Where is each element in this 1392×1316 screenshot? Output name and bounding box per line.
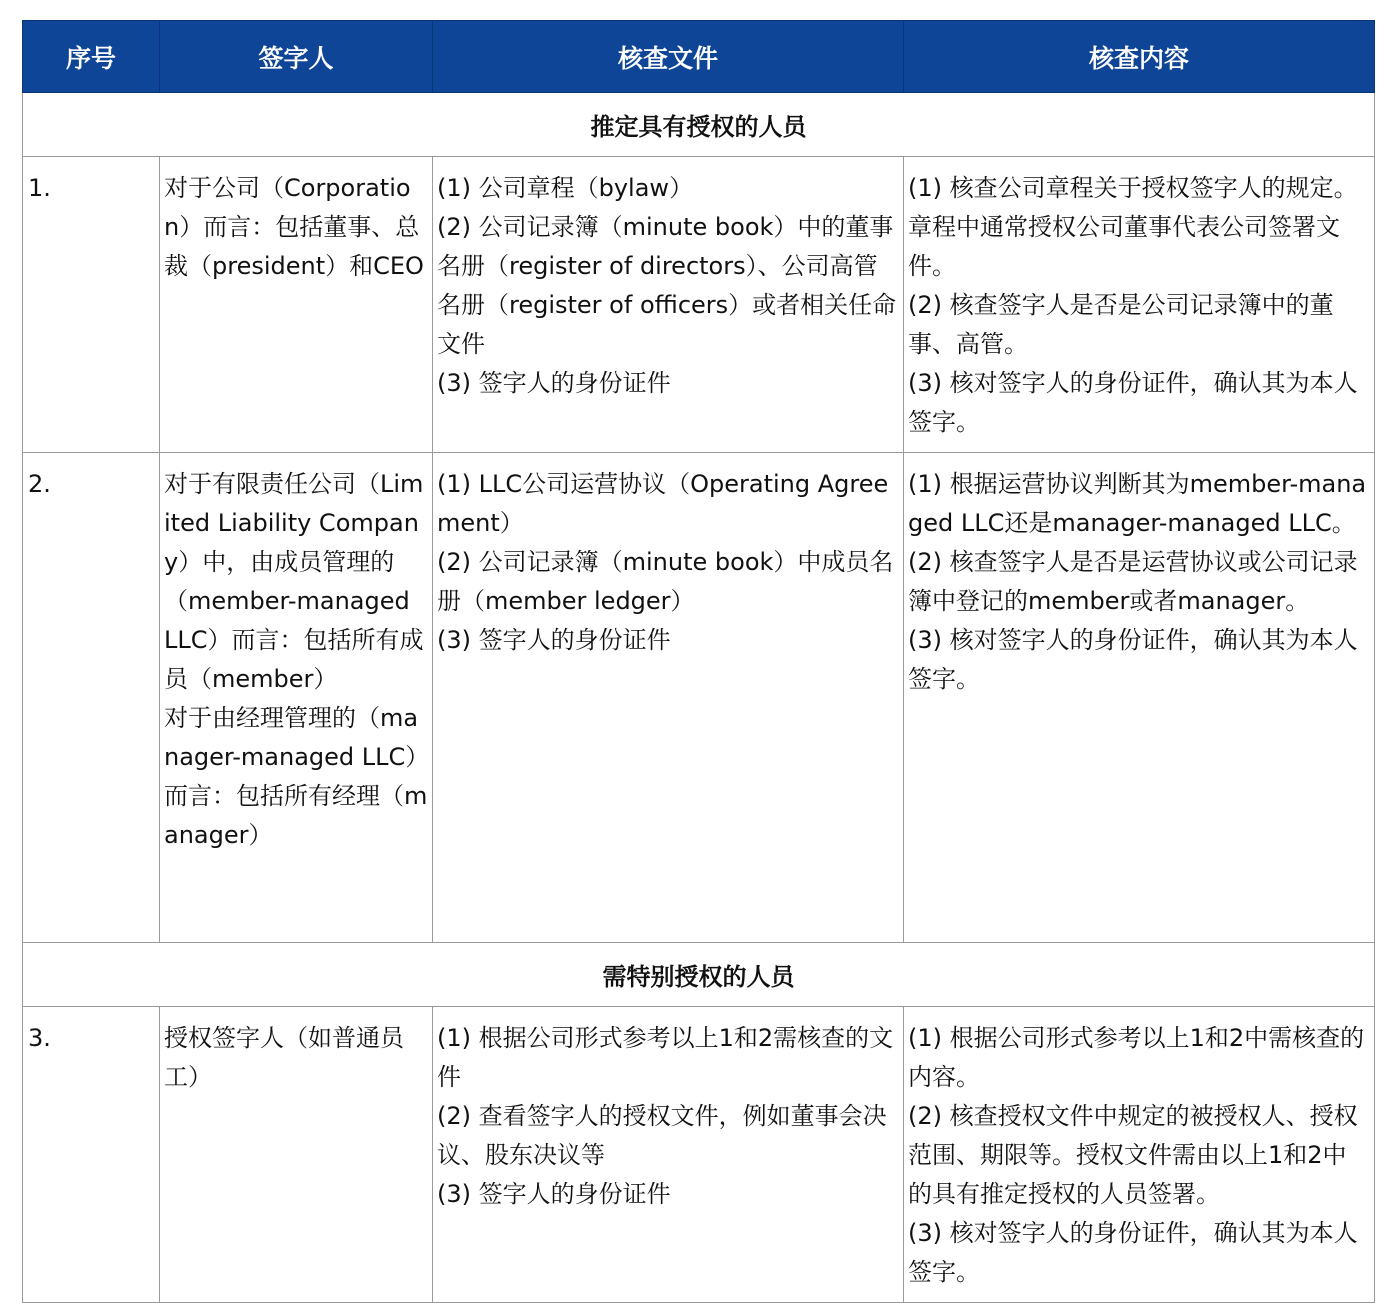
signer-text: 授权签字人（如普通员工）	[164, 1024, 404, 1091]
row-seq: 2.	[23, 453, 160, 943]
section-title-presumed-authority: 推定具有授权的人员	[23, 93, 1375, 157]
document-item: (2) 公司记录簿（minute book）中成员名册（member ledger）	[437, 548, 894, 615]
section-row	[23, 93, 1375, 157]
document-item: (3) 签字人的身份证件	[437, 1180, 671, 1208]
signer-text: 对于公司（Corporation）而言：包括董事、总裁（president）和CEO	[164, 174, 424, 280]
row-seq: 3.	[23, 1007, 160, 1303]
row-documents	[433, 453, 904, 943]
row-signer	[160, 157, 433, 453]
signer-text: 对于由经理管理的（manager-managed LLC）而言：包括所有经理（manager）	[164, 704, 428, 849]
header-documents: 核查文件	[433, 21, 904, 93]
row-content	[904, 1007, 1375, 1303]
header-signer: 签字人	[160, 21, 433, 93]
header-content: 核查内容	[904, 21, 1375, 93]
row-signer	[160, 1007, 433, 1303]
document-item: (2) 公司记录簿（minute book）中的董事名册（register of directors）、公司高管名册（register of officers）或者相关任命文件	[437, 213, 897, 358]
row-documents	[433, 157, 904, 453]
document-item: (1) LLC公司运营协议（Operating Agreement）	[437, 470, 889, 537]
header-seq: 序号	[23, 21, 160, 93]
table-body	[23, 93, 1375, 1303]
content-item: (1) 根据运营协议判断其为member-managed LLC还是manager-managed LLC。	[908, 470, 1367, 537]
document-item: (2) 查看签字人的授权文件，例如董事会决议、股东决议等	[437, 1102, 887, 1169]
content-item: (3) 核对签字人的身份证件，确认其为本人签字。	[908, 626, 1358, 693]
section-title-special-authority: 需特别授权的人员	[23, 943, 1375, 1007]
row-content	[904, 453, 1375, 943]
table-row	[23, 157, 1375, 453]
content-item: (3) 核对签字人的身份证件，确认其为本人签字。	[908, 1219, 1358, 1286]
content-item: (2) 核查授权文件中规定的被授权人、授权范围、期限等。授权文件需由以上1和2中的具有推定授权的人员签署。	[908, 1102, 1358, 1208]
table-row	[23, 453, 1375, 943]
document-item: (3) 签字人的身份证件	[437, 626, 671, 654]
header-row	[23, 21, 1375, 93]
signer-text: 对于有限责任公司（Limited Liability Company）中，由成员管理的（member-managed LLC）而言：包括所有成员（member）	[164, 470, 424, 693]
table-row	[23, 1007, 1375, 1303]
content-item: (2) 核查签字人是否是公司记录簿中的董事、高管。	[908, 291, 1334, 358]
row-seq: 1.	[23, 157, 160, 453]
row-signer	[160, 453, 433, 943]
content-item: (1) 核查公司章程关于授权签字人的规定。章程中通常授权公司董事代表公司签署文件。	[908, 174, 1358, 280]
row-documents	[433, 1007, 904, 1303]
content-item: (2) 核查签字人是否是运营协议或公司记录簿中登记的member或者manager。	[908, 548, 1358, 615]
row-content	[904, 157, 1375, 453]
content-item: (1) 根据公司形式参考以上1和2中需核查的内容。	[908, 1024, 1365, 1091]
document-item: (1) 根据公司形式参考以上1和2需核查的文件	[437, 1024, 894, 1091]
document-item: (1) 公司章程（bylaw）	[437, 174, 694, 202]
table-header	[23, 21, 1375, 93]
content-item: (3) 核对签字人的身份证件，确认其为本人签字。	[908, 369, 1358, 436]
section-row	[23, 943, 1375, 1007]
signatory-review-table	[22, 20, 1375, 1303]
document-item: (3) 签字人的身份证件	[437, 369, 671, 397]
